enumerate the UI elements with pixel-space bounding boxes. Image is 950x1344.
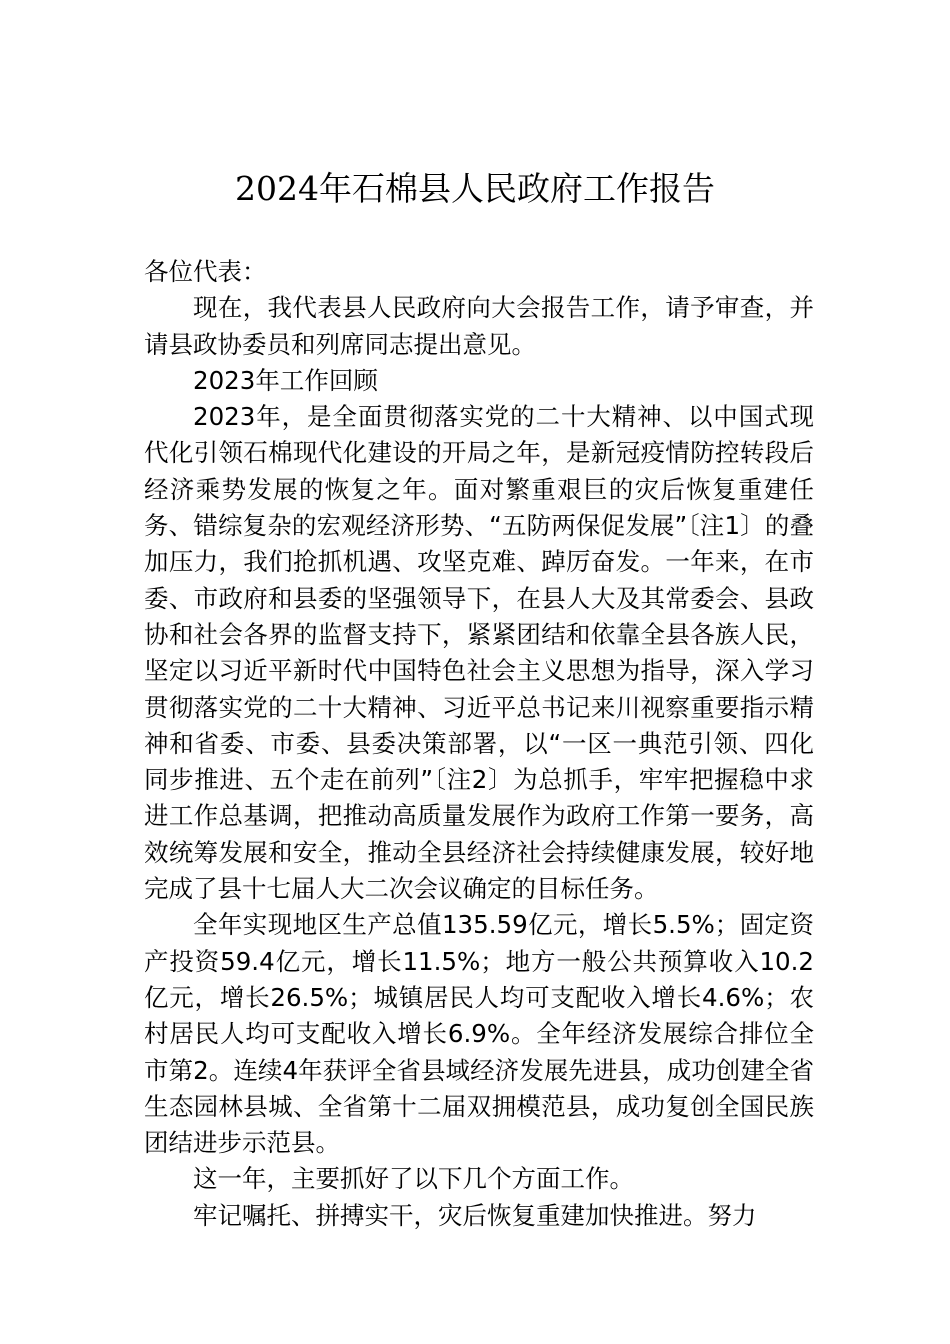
paragraph-overview: 2023年，是全面贯彻落实党的二十大精神、以中国式现代化引领石棉现代化建设的开局之年，是新冠疫情防控转段后经济乘势发展的恢复之年。面对繁重艰巨的灾后恢复重建任务、错综复杂的宏观经济形势、“五防两保促发展”〔注1〕的叠加压力，我们抢抓机遇、攻坚克难、踔厉奋发。一年来，在市委、市政府和县委的坚强领导下，在县人大及其常委会、县政协和社会各界的监督支持下，紧紧团结和依靠全县各族人民，坚定以习近平新时代中国特色社会主义思想为指导，深入学习贯彻落实党的二十大精神、习近平总书记来川视察重要指示精神和省委、市委、县委决策部署，以“一区一典范引领、四化同步推进、五个走在前列”〔注2〕为总抓手，牢牢把握稳中求进工作总基调，把推动高质量发展作为政府工作第一要务，高效统筹发展和安全，推动全县经济社会持续健康发展，较好地完成了县十七届人大二次会议确定的目标任务。 — [144, 402, 814, 904]
paragraph-statistics: 全年实现地区生产总值135.59亿元，增长5.5%；固定资产投资59.4亿元，增长11.5%；地方一般公共预算收入10.2亿元，增长26.5%；城镇居民人均可支配收入增长4.6%；农村居民人均可支配收入增长6.9%。全年经济发展综合排位全市第2。连续4年获评全省县域经济发展先进县，成功创建全省生态园林县城、全省第十二届双拥模范县，成功复创全国民族团结进步示范县。 — [144, 910, 814, 1158]
paragraph-reconstruction: 牢记嘱托、拼搏实干，灾后恢复重建加快推进。努力 — [193, 1200, 757, 1230]
salutation: 各位代表： — [144, 257, 267, 286]
paragraph-intro: 现在，我代表县人民政府向大会报告工作，请予审查，并请县政协委员和列席同志提出意见。 — [144, 293, 814, 359]
document-body — [144, 254, 814, 1234]
document-title: 2024年石棉县人民政府工作报告 — [235, 169, 715, 208]
section-heading: 2023年工作回顾 — [193, 365, 378, 395]
paragraph-transition: 这一年，主要抓好了以下几个方面工作。 — [193, 1164, 634, 1194]
